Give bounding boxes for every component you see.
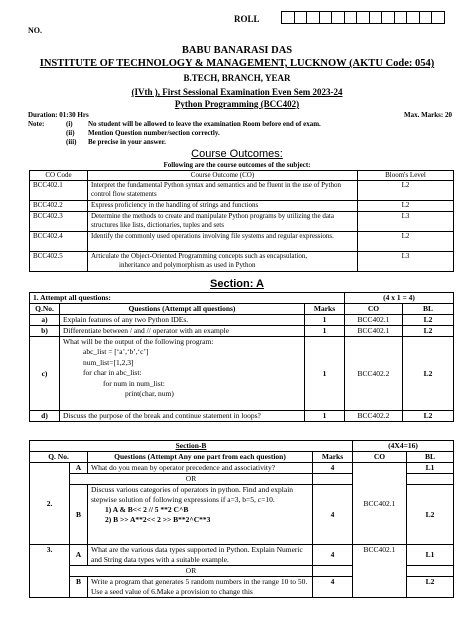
column-header: Questions (Attempt Any one part from each question) bbox=[88, 452, 313, 463]
table-row bbox=[30, 201, 454, 212]
question-cell bbox=[88, 485, 313, 545]
co-text: Determine the methods to create and manipulate Python programs by utilizing the data structures like lists, dictionaries, tuples and sets bbox=[88, 212, 358, 232]
roll-box bbox=[394, 11, 408, 24]
co-text: Identify the commonly used operations involving file systems and regular expressions. bbox=[88, 232, 358, 252]
notes-block bbox=[28, 120, 321, 147]
question-cell bbox=[60, 337, 305, 411]
question-number: b) bbox=[30, 326, 60, 337]
part-label: A bbox=[70, 463, 88, 474]
column-header: BL bbox=[407, 452, 454, 463]
expression-item: 1) A & B<< 2 // 5 **2 C^B bbox=[105, 505, 189, 514]
question-co: BCC402.1 bbox=[353, 545, 407, 598]
section-b-title-row bbox=[30, 441, 454, 452]
section-a-table bbox=[29, 292, 454, 422]
table-row bbox=[30, 181, 454, 201]
co-level: L2 bbox=[358, 201, 454, 212]
table-row bbox=[30, 463, 454, 474]
co-text: Articulate the Object-Oriented Programming concepts such as encapsulation, bbox=[91, 252, 308, 260]
question-text: What will be the output of the following program: bbox=[63, 337, 214, 346]
question-text: Write a program that generates 5 random numbers in the range 10 to 50. Use a seed value of 6.Make a provision to change this bbox=[88, 577, 313, 598]
section-b-table bbox=[29, 440, 454, 598]
question-text: Discuss various categories of operators in python. Find and explain stepwise solution of following expressions bbox=[91, 485, 294, 504]
question-bl: L2 bbox=[407, 485, 454, 545]
note-text: Be precise in your answer. bbox=[88, 138, 166, 146]
notes-label: Note: bbox=[28, 120, 45, 128]
section-a-instruction-row bbox=[30, 293, 454, 304]
question-co: BCC402.1 bbox=[345, 315, 403, 326]
course-outcomes-table bbox=[29, 170, 454, 272]
question-number: c) bbox=[30, 337, 60, 411]
table-header-row bbox=[30, 452, 454, 463]
question-text: What do you mean by operator precedence and associativity? bbox=[88, 463, 313, 474]
code-block bbox=[63, 347, 301, 400]
roll-box bbox=[319, 11, 333, 24]
column-header: Q. No. bbox=[30, 452, 88, 463]
roll-box bbox=[344, 11, 358, 24]
exam-line: (IVth ), First Sessional Examination Even Sem 2023-24 bbox=[131, 87, 343, 97]
co-code: BCC402.4 bbox=[30, 232, 88, 252]
section-a-instruction: 1. Attempt all questions: bbox=[30, 293, 345, 304]
question-marks: 1 bbox=[305, 315, 345, 326]
roll-box bbox=[431, 11, 445, 24]
question-marks: 4 bbox=[313, 577, 353, 598]
question-bl: L2 bbox=[403, 315, 454, 326]
column-header: Questions (Attempt all questions) bbox=[60, 304, 305, 315]
course-outcomes-title: Course Outcomes: bbox=[191, 148, 283, 160]
co-text-continued: inheritance and polymorphism as used in Python bbox=[119, 261, 256, 269]
question-bl: L2 bbox=[403, 337, 454, 411]
part-label: A bbox=[70, 545, 88, 566]
question-number: a) bbox=[30, 315, 60, 326]
institute-name: BABU BANARASI DAS bbox=[181, 45, 293, 56]
empty-cell bbox=[407, 566, 454, 577]
question-number: 3. bbox=[30, 545, 70, 598]
code-line: num_list=[1,2,3] bbox=[83, 357, 134, 367]
duration: Duration: 01:30 Hrs bbox=[28, 111, 89, 119]
program-line: B.TECH, BRANCH, YEAR bbox=[183, 73, 291, 83]
empty-cell bbox=[313, 566, 353, 577]
co-level: L3 bbox=[358, 212, 454, 232]
co-code: BCC402.5 bbox=[30, 252, 88, 272]
question-marks: 1 bbox=[305, 337, 345, 411]
or-label: OR bbox=[70, 566, 313, 577]
question-number: d) bbox=[30, 411, 60, 422]
institute-full-name: INSTITUTE OF TECHNOLOGY & MANAGEMENT, LUCKNOW (AKTU Code: 054) bbox=[39, 58, 435, 69]
question-marks: 4 bbox=[313, 545, 353, 566]
roll-box bbox=[281, 11, 295, 24]
co-code: BCC402.2 bbox=[30, 201, 88, 212]
column-header: Q.No. bbox=[30, 304, 60, 315]
section-a-title: Section: A bbox=[210, 278, 264, 290]
section-a-marks-scheme: (4 x 1 = 4) bbox=[345, 293, 454, 304]
question-bl: L2 bbox=[403, 411, 454, 422]
course-outcomes-subtitle: Following are the course outcomes of the subject: bbox=[163, 161, 311, 169]
expression-item: 2) B >> A**2<< 2 >> B**2^C**3 bbox=[105, 515, 211, 524]
or-label: OR bbox=[70, 474, 313, 485]
question-co: BCC402.1 bbox=[345, 326, 403, 337]
table-row bbox=[30, 411, 454, 422]
column-header: CO Code bbox=[30, 171, 88, 181]
question-co: BCC402.2 bbox=[345, 411, 403, 422]
table-row bbox=[30, 212, 454, 232]
question-text: Explain features of any two Python IDEs. bbox=[60, 315, 305, 326]
co-text-cell bbox=[88, 252, 358, 272]
code-line: for num in num_list: bbox=[103, 378, 165, 388]
table-row bbox=[30, 232, 454, 252]
subject-line: Python Programming (BCC402) bbox=[174, 99, 300, 109]
roll-box bbox=[356, 11, 370, 24]
co-code: BCC402.1 bbox=[30, 181, 88, 201]
roll-box bbox=[381, 11, 395, 24]
question-text: What are the various data types supported in Python. Explain Numeric and String data types with a suitable example. bbox=[88, 545, 313, 566]
part-label: B bbox=[70, 577, 88, 598]
column-header: Marks bbox=[305, 304, 345, 315]
co-text: Interpret the fundamental Python syntax and semantics and be fluent in the use of Python control flow statements bbox=[88, 181, 358, 201]
column-header: Marks bbox=[313, 452, 353, 463]
note-text: No student will be allowed to leave the examination Room before end of exam. bbox=[88, 120, 321, 128]
column-header: Bloom's Level bbox=[358, 171, 454, 181]
co-code: BCC402.3 bbox=[30, 212, 88, 232]
section-b-title: Section-B bbox=[175, 441, 207, 450]
question-number: 2. bbox=[30, 463, 70, 545]
question-marks: 1 bbox=[305, 326, 345, 337]
empty-cell bbox=[313, 474, 353, 485]
table-header-row bbox=[30, 304, 454, 315]
question-co: BCC402.1 bbox=[353, 463, 407, 545]
co-text: Express proficiency in the handling of strings and functions bbox=[88, 201, 358, 212]
question-marks: 4 bbox=[313, 485, 353, 545]
note-text: Mention Question number/section correctly. bbox=[88, 129, 220, 137]
table-row bbox=[30, 315, 454, 326]
roll-box bbox=[406, 11, 420, 24]
question-text: Differentiate between / and // operator with an example bbox=[60, 326, 305, 337]
co-level: L3 bbox=[358, 252, 454, 272]
column-header: CO bbox=[353, 452, 407, 463]
table-row bbox=[30, 326, 454, 337]
note-number: (ii) bbox=[66, 129, 75, 137]
question-text: Discuss the purpose of the break and continue statement in loops? bbox=[60, 411, 305, 422]
table-row bbox=[30, 252, 454, 272]
column-header: CO bbox=[345, 304, 403, 315]
code-line: abc_list = [‘a’,‘b’,‘c’] bbox=[83, 347, 149, 356]
max-marks: Max. Marks: 20 bbox=[403, 111, 452, 119]
question-bl: L2 bbox=[403, 326, 454, 337]
question-co: BCC402.2 bbox=[345, 337, 403, 411]
roll-box bbox=[331, 11, 345, 24]
note-number: (iii) bbox=[66, 138, 77, 146]
column-header: Course Outcome (CO) bbox=[88, 171, 358, 181]
question-bl: L1 bbox=[407, 463, 454, 474]
roll-box bbox=[306, 11, 320, 24]
question-marks: 4 bbox=[313, 463, 353, 474]
table-row bbox=[30, 337, 454, 411]
roll-label: ROLL bbox=[234, 14, 260, 24]
note-number: (i) bbox=[66, 120, 73, 128]
question-values: if a=3, b=5, c=10. bbox=[220, 495, 275, 504]
no-label: NO. bbox=[28, 26, 42, 35]
co-level: L2 bbox=[358, 232, 454, 252]
column-header: BL bbox=[403, 304, 454, 315]
table-header-row bbox=[30, 171, 454, 181]
section-b-marks-scheme: (4X4=16) bbox=[353, 441, 454, 452]
co-level: L2 bbox=[358, 181, 454, 201]
roll-box bbox=[294, 11, 308, 24]
question-marks: 1 bbox=[305, 411, 345, 422]
code-line: print(char, num) bbox=[125, 389, 174, 398]
code-line: for char in abc_list: bbox=[83, 368, 142, 377]
section-b-title-cell bbox=[30, 441, 353, 452]
roll-box bbox=[419, 11, 433, 24]
empty-cell bbox=[407, 474, 454, 485]
roll-number-boxes bbox=[282, 11, 445, 24]
question-bl: L2 bbox=[407, 577, 454, 598]
roll-box bbox=[369, 11, 383, 24]
part-label: B bbox=[70, 485, 88, 545]
question-bl: L1 bbox=[407, 545, 454, 566]
table-row bbox=[30, 545, 454, 566]
